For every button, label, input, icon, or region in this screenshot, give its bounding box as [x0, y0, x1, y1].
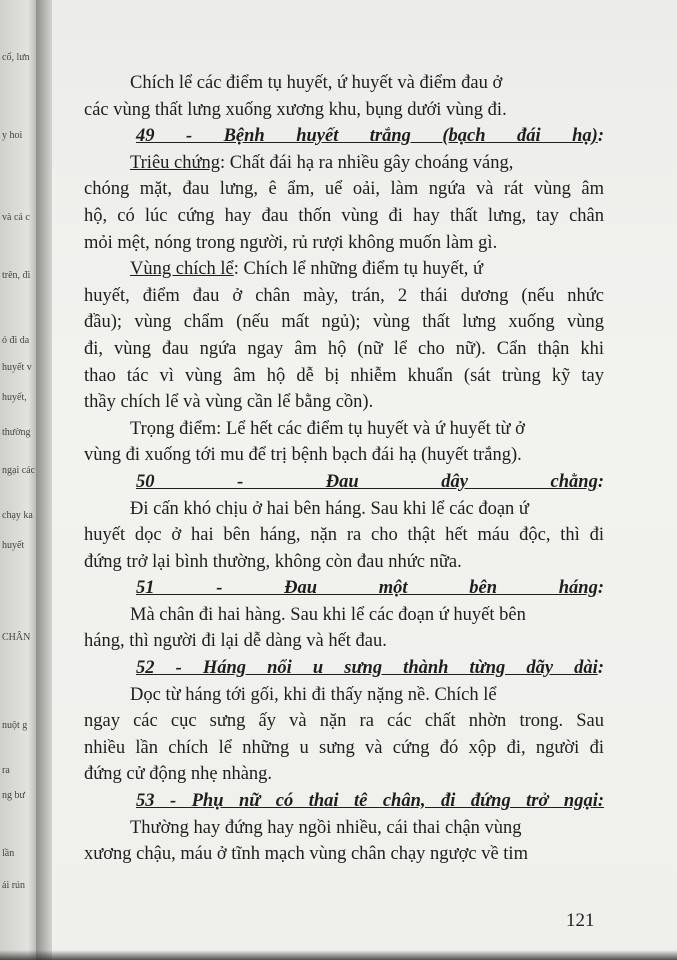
left-fragment: chạy ka [2, 510, 33, 521]
text-line: xương chậu, máu ở tĩnh mạch vùng chân chạy ngược về tim [84, 844, 528, 865]
section-heading-52 [84, 655, 604, 682]
text-line: Mà chân đi hai hàng. Sau khi lể các đoạn ứ huyết bên [130, 604, 526, 625]
left-fragment: y hoi [2, 130, 23, 141]
label-trieu-chung: Triêu chứng [130, 152, 221, 173]
text-line: mỏi mệt, nóng trong người, rủ rượi không muốn làm gì. [84, 232, 498, 253]
left-fragment: cổ, lưn [2, 52, 30, 63]
text-line: chóng mặt, đau lưng, ê ẩm, uể oải, làm ngứa và rát vùng âm [84, 179, 604, 200]
text-line: huyết, điểm đau ở chân mày, trán, 2 thái dương (nếu nhức [84, 285, 604, 306]
text-line: đứng cử động nhẹ nhàng. [84, 764, 273, 785]
left-fragment: ng bư [2, 790, 25, 801]
heading-colon: : [597, 658, 604, 679]
left-fragment: ngại các [2, 465, 36, 476]
left-fragment: CHÂN [2, 632, 31, 643]
text-line: háng, thì người đi lại dễ dàng và hết đau. [84, 631, 387, 652]
text-line: hộ, có lúc cứng hay đau thốn vùng đi hay thất lưng, tay chân [84, 205, 604, 226]
section-heading-50 [84, 469, 604, 496]
left-fragment: thường [2, 427, 31, 438]
section-heading-49 [84, 123, 604, 150]
text-line: các vùng thất lưng xuống xương khu, bụng dưới vùng đi. [84, 99, 507, 120]
text-line: đầu); vùng chẩm (nếu mất ngủ); vùng thất lưng xuống vùng [84, 312, 604, 333]
text-line [84, 256, 604, 283]
left-fragment: huyết, [2, 392, 27, 403]
left-fragment: lần [2, 848, 15, 859]
heading-text: 52 - Háng nổi u sưng thành từng dãy dài [136, 658, 598, 679]
text-line [84, 150, 604, 177]
text-line: nhiều lần chích lể những u sưng và cứng đó xộp đi, người đi [84, 737, 604, 758]
text-line: đứng trở lại bình thường, không còn đau nhức nữa. [84, 551, 462, 572]
heading-text: 49 - Bệnh huyết trắng (bạch đái hạ) [136, 126, 598, 147]
text-line: ngay các cục sưng ấy và nặn ra các chất nhờn trong. Sau [84, 711, 604, 732]
left-fragment: nuột g [2, 720, 28, 731]
heading-text: 51 - Đau một bên háng [136, 578, 598, 599]
heading-colon: : [597, 471, 604, 492]
left-fragment: ó đi da [2, 335, 30, 346]
page-number: 121 [566, 910, 595, 931]
text-line: Chích lể các điểm tụ huyết, ứ huyết và điểm đau ở [130, 73, 503, 93]
heading-text: 53 - Phụ nữ có thai tê chân, đi đứng trở ngại: [136, 791, 604, 812]
heading-colon: : [597, 126, 604, 147]
left-fragment: huyết [2, 540, 25, 551]
text-line: Dọc từ háng tới gối, khi đi thấy nặng nề. Chích lể [130, 684, 497, 705]
left-fragment: ái rún [2, 880, 26, 891]
left-fragment: và cả c [2, 212, 30, 223]
text-line: Thường hay đứng hay ngồi nhiều, cái thai chận vùng [130, 817, 522, 838]
section-heading-53 [84, 788, 604, 815]
text-line: thao tác vì vùng âm hộ dễ bị nhiễm khuẩn (sát trùng kỹ tay [84, 365, 604, 386]
text-line: huyết dọc ở hai bên háng, nặn ra cho thật hết máu độc, thì đi [84, 525, 604, 546]
text-span: : Chích lể những điểm tụ huyết, ứ [233, 259, 483, 280]
heading-colon: : [597, 578, 604, 599]
text-line: Đi cấn khó chịu ở hai bên háng. Sau khi lể các đoạn ứ [130, 498, 529, 519]
section-heading-51 [84, 575, 604, 602]
text-span: : Chất đái hạ ra nhiều gây choáng váng, [220, 152, 514, 173]
text-line: vùng đi xuống tới mu để trị bệnh bạch đái hạ (huyết trắng). [84, 445, 522, 466]
heading-text: 50 - Đau dây chằng [136, 471, 598, 492]
page-body [84, 70, 604, 868]
left-fragment: huyết v [2, 362, 32, 373]
left-fragment: ra [2, 765, 10, 776]
text-line: thầy chích lể và vùng cần lể bằng cồn). [84, 392, 374, 413]
text-line: đi, vùng đau ngứa ngay âm hộ (nữ lể cho nữ). Cẩn thận khi [84, 338, 604, 359]
left-fragment: trên, đi [2, 270, 31, 281]
text-line: Trọng điểm: Lể hết các điểm tụ huyết và ứ huyết từ ở [130, 418, 525, 439]
label-vung-chich-le: Vùng chích lể [130, 259, 234, 280]
page-bottom-shadow [0, 950, 677, 960]
previous-page-edge [0, 0, 40, 960]
